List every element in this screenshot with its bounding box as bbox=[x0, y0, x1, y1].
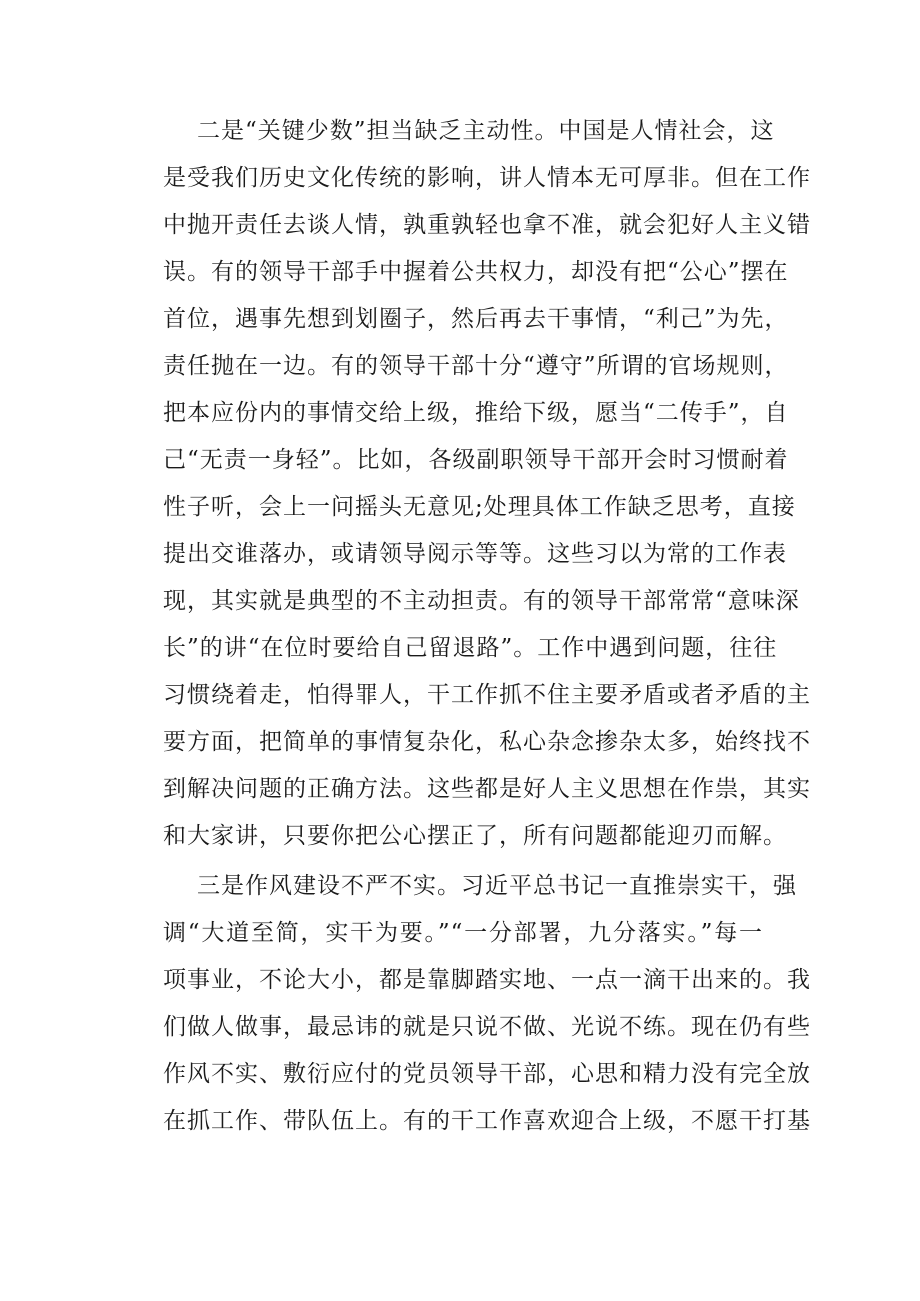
text-line: 责任抛在一边。有的领导干部十分“遵守”所谓的官场规则， bbox=[163, 353, 789, 379]
text-line: 性子听，会上一问摇头无意见;处理具体工作缺乏思考，直接 bbox=[163, 494, 796, 520]
text-line: 和大家讲，只要你把公心摆正了，所有问题都能迎刃而解。 bbox=[163, 823, 787, 849]
text-line: 现，其实就是典型的不主动担责。有的领导干部常常“意味深 bbox=[163, 588, 800, 614]
paragraph-3 bbox=[163, 863, 811, 1145]
text-line: 提出交谁落办，或请领导阅示等等。这些习以为常的工作表 bbox=[163, 541, 787, 567]
text-line: 己“无责一身轻”。比如，各级副职领导干部开会时习惯耐着 bbox=[163, 447, 789, 473]
text-line: 长”的讲“在位时要给自己留退路”。工作中遇到问题，往往 bbox=[163, 635, 778, 661]
text-line: 们做人做事，最忌讳的就是只说不做、光说不练。现在仍有些 bbox=[163, 1014, 811, 1040]
text-line: 要方面，把简单的事情复杂化，私心杂念掺杂太多，始终找不 bbox=[163, 729, 811, 755]
text-line: 习惯绕着走，怕得罪人，干工作抓不住主要矛盾或者矛盾的主 bbox=[163, 682, 811, 708]
text-line: 三是作风建设不严不实。习近平总书记一直推崇实干，强 bbox=[197, 873, 797, 899]
text-line: 是受我们历史文化传统的影响，讲人情本无可厚非。但在工作 bbox=[163, 165, 811, 191]
text-line: 在抓工作、带队伍上。有的干工作喜欢迎合上级，不愿干打基 bbox=[163, 1108, 811, 1134]
text-line: 把本应份内的事情交给上级，推给下级，愿当“二传手”，自 bbox=[163, 400, 789, 426]
text-line: 首位，遇事先想到划圈子，然后再去干事情，“利己”为先， bbox=[163, 306, 789, 332]
text-line: 二是“关键少数”担当缺乏主动性。中国是人情社会，这 bbox=[197, 118, 775, 144]
paragraph-2 bbox=[163, 108, 811, 860]
text-line: 项事业，不论大小，都是靠脚踏实地、一点一滴干出来的。我 bbox=[163, 967, 811, 993]
text-line: 作风不实、敷衍应付的党员领导干部，心思和精力没有完全放 bbox=[163, 1061, 811, 1087]
text-line: 误。有的领导干部手中握着公共权力，却没有把“公心”摆在 bbox=[163, 259, 789, 285]
document-page bbox=[163, 108, 811, 1145]
text-line: 中抛开责任去谈人情，孰重孰轻也拿不准，就会犯好人主义错 bbox=[163, 212, 811, 238]
text-line: 到解决问题的正确方法。这些都是好人主义思想在作祟，其实 bbox=[163, 776, 811, 802]
text-line: 调“大道至简，实干为要。”“一分部署，九分落实。”每一 bbox=[163, 920, 763, 946]
